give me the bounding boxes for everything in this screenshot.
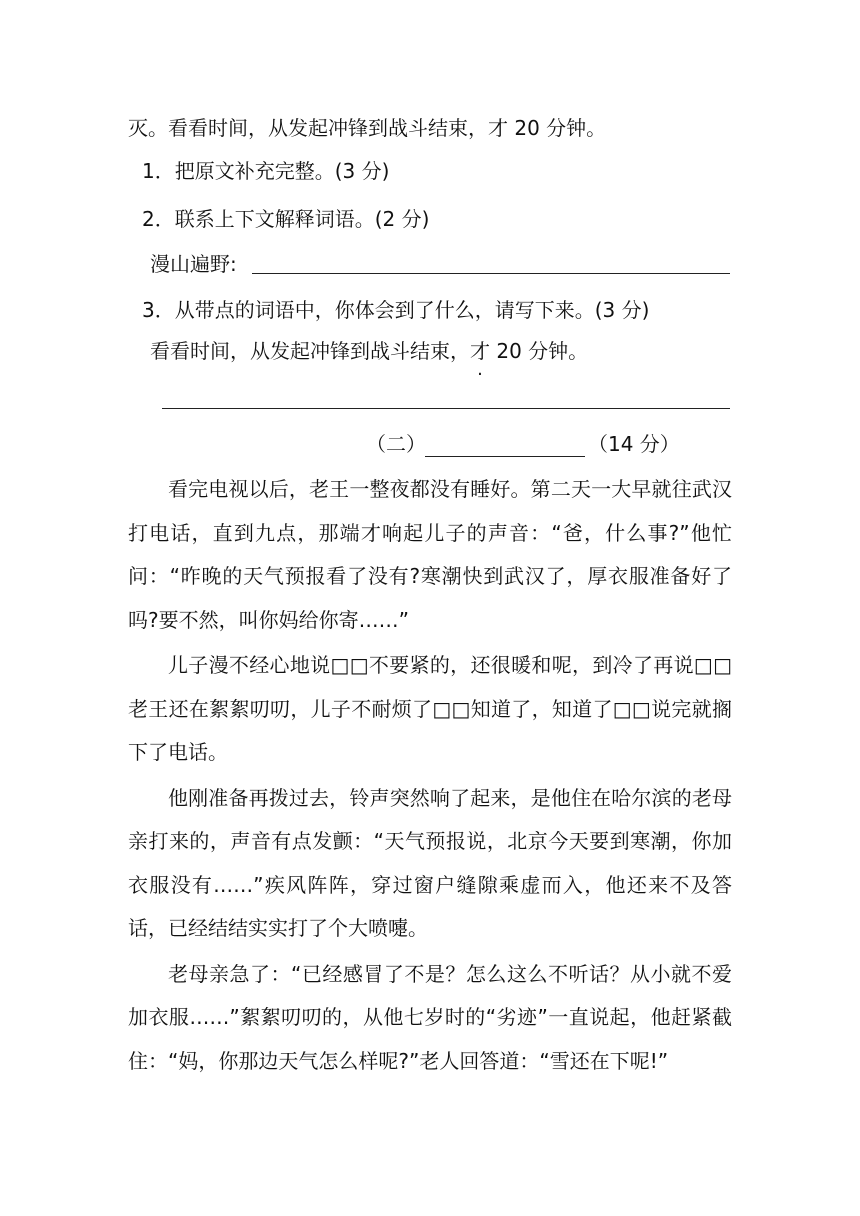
question-3: 3．从带点的词语中，你体会到了什么，请写下来。(3 分) xyxy=(142,298,650,322)
section-2-points: （14 分） xyxy=(588,432,680,456)
passage-body xyxy=(128,468,732,1085)
question-2: 2．联系上下文解释词语。(2 分) xyxy=(142,207,430,231)
question-1: 1．把原文补充完整。(3 分) xyxy=(142,159,390,183)
paragraph-1: 看完电视以后，老王一整夜都没有睡好。第二天一大早就往武汉打电话，直到九点，那端才响起儿子的声音：“爸，什么事?”他忙问：“昨晚的天气预报看了没有?寒潮快到武汉了，厚衣服准备好了吗?要不然，叫你妈给你寄……” xyxy=(128,477,732,632)
paragraph-3: 他刚准备再拨过去，铃声突然响了起来，是他住在哈尔滨的老母亲打来的，声音有点发颤：“天气预报说，北京今天要到寒潮，你加衣服没有……”疾风阵阵，穿过窗户缝隙乘虚而入，他还来不及答话，已经结结实实打了个大喷嚏。 xyxy=(128,785,732,940)
paragraph-2: 儿子漫不经心地说□□不要紧的，还很暖和呢，到冷了再说□□老王还在絮絮叨叨，儿子不耐烦了□□知道了，知道了□□说完就搁下了电话。 xyxy=(128,653,732,764)
quote-text-before: 看看时间，从发起冲锋到战斗结束， xyxy=(150,339,470,363)
question-2-term: 漫山遍野: xyxy=(150,252,237,276)
section-2-title-blank[interactable] xyxy=(425,456,585,457)
passage-fragment: 灭。看看时间，从发起冲锋到战斗结束，才 20 分钟。 xyxy=(128,116,607,140)
section-2-heading xyxy=(366,430,426,458)
answer-line-q3[interactable] xyxy=(162,408,730,409)
section-2-number: （二） xyxy=(366,432,426,456)
dotted-word: 才 xyxy=(470,339,490,363)
answer-line-q2[interactable] xyxy=(252,273,730,274)
quote-text-after: 20 分钟。 xyxy=(490,339,589,363)
question-3-quote xyxy=(150,337,588,365)
paragraph-4: 老母亲急了：“已经感冒了不是？怎么这么不听话？从小就不爱加衣服……”絮絮叨叨的，从他七岁时的“劣迹”一直说起，他赶紧截住：“妈，你那边天气怎么样呢?”老人回答道：“雪还在下呢!” xyxy=(128,961,732,1073)
